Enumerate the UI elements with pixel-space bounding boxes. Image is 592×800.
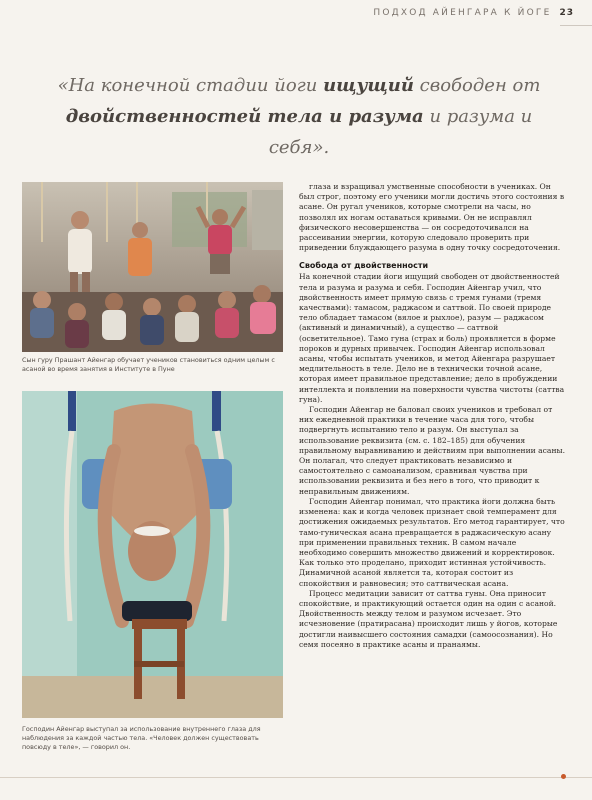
inversion-photo-caption: Господин Айенгар выступал за использование внутреннего глаза для наблюдения за каждой частью тела. «Человек должен существовать повсюду в теле», — говорил он. <box>22 725 261 751</box>
running-header <box>373 8 574 18</box>
quote-text-2: свободен от <box>413 75 541 96</box>
quote-bold-2: двойственностей тела и разума <box>65 106 424 127</box>
paragraph-2: На конечной стадии йоги ищущий свободен от двойственностей тела и разума и разума и себя. Господин Айенгар учил, что двойственность имеет прямую связь с тремя гунами (тремя качествами): тамасом, раджасом и саттвой. По своей природе тело обладает тамасом (вялое и рыхлое), разум — раджасом (активный и динамичный), а существо — саттвой (осветительное). Тамо гуна (страх и боль) проявляется в форме пороков и дурных привычек. Господин Айенгар использовал асаны, чтобы испытать учеников, и метод Айенгара разрушает медлительность в теле. Дело не в технически точной асане, которая имеет правильное представление; дело в пробуждении интеллекта и появлении на поверхности чувства чистоты (саттва гуна). <box>299 272 565 404</box>
footer-dot <box>561 774 566 779</box>
class-photo-caption: Сын гуру Прашант Айенгар обучает учеников становиться одним целым с асаной во время занятия в Институте в Пуне <box>22 356 275 373</box>
class-photo <box>22 182 283 352</box>
quote-bold-1: ищущий <box>323 75 414 96</box>
header-rule <box>560 25 592 26</box>
body-text-column <box>299 182 565 650</box>
pull-quote <box>34 70 564 163</box>
paragraph-3: Господин Айенгар не баловал своих учеников и требовал от них ежедневной практики в течение часа для того, чтобы подвергнуть испытанию тело и разум. Он выступал за использование реквизита (см. с. 182–185) для обучения правильному выравниванию и действиям при выполнении асаны. Он полагал, что следует практиковать независимо и самостоятельно с самоанализом, сравнивая чувства при использовании реквизита и без него в того, что приводит к неправильным движениям. <box>299 405 565 496</box>
running-header-title: ПОДХОД АЙЕНГАРА К ЙОГЕ <box>373 8 552 18</box>
class-photo-illustration <box>22 182 283 352</box>
quote-text-3: и разума и себя». <box>268 106 533 158</box>
section-heading: Свобода от двойственности <box>299 261 429 271</box>
page-number: 23 <box>559 8 574 18</box>
quote-text-1: «На конечной стадии йоги <box>57 75 324 96</box>
paragraph-5: Процесс медитации зависит от саттва гуны. Она приносит спокойствие, и практикующий остается один на один с асаной. Двойственность между телом и разумом исчезает. Это исчезновение (пратирасана) происходит лишь у йогов, которые достигли наивысшего состояния самадхи (самоосознания). Но семя посеяно в практике асаны и пранаямы. <box>299 588 558 649</box>
inversion-photo-illustration <box>22 391 283 718</box>
paragraph-4: Господин Айенгар понимал, что практика йоги должна быть изменена: как и когда человек признает свой темперамент для достижения ожидаемых результатов. Его метод гарантирует, что тамо-гуническая асана превращается в раджасическую асану при применении правильных техник. В самом начале необходимо совершить множество движений и корректировок. Как только это проделано, приходит истинная устойчивость. Динамичной асаной является та, которая состоит из спокойствия и равновесия; это саттвическая асана. <box>299 496 565 588</box>
footer-rule <box>0 777 592 778</box>
inversion-photo <box>22 391 283 718</box>
paragraph-1: глаза и взращивал умственные способности в учениках. Он был строг, поэтому его ученики могли достичь этого состояния в асане. Он ругал учеников, которые смотрели на часы, но позволял их ногам оставаться кривыми. Он не исправлял физического несовершенства — он сосредоточивался на рассеивании энергии, которую следовало проверить при приведении блуждающего разума в одну точку сосредоточения. <box>299 182 565 253</box>
